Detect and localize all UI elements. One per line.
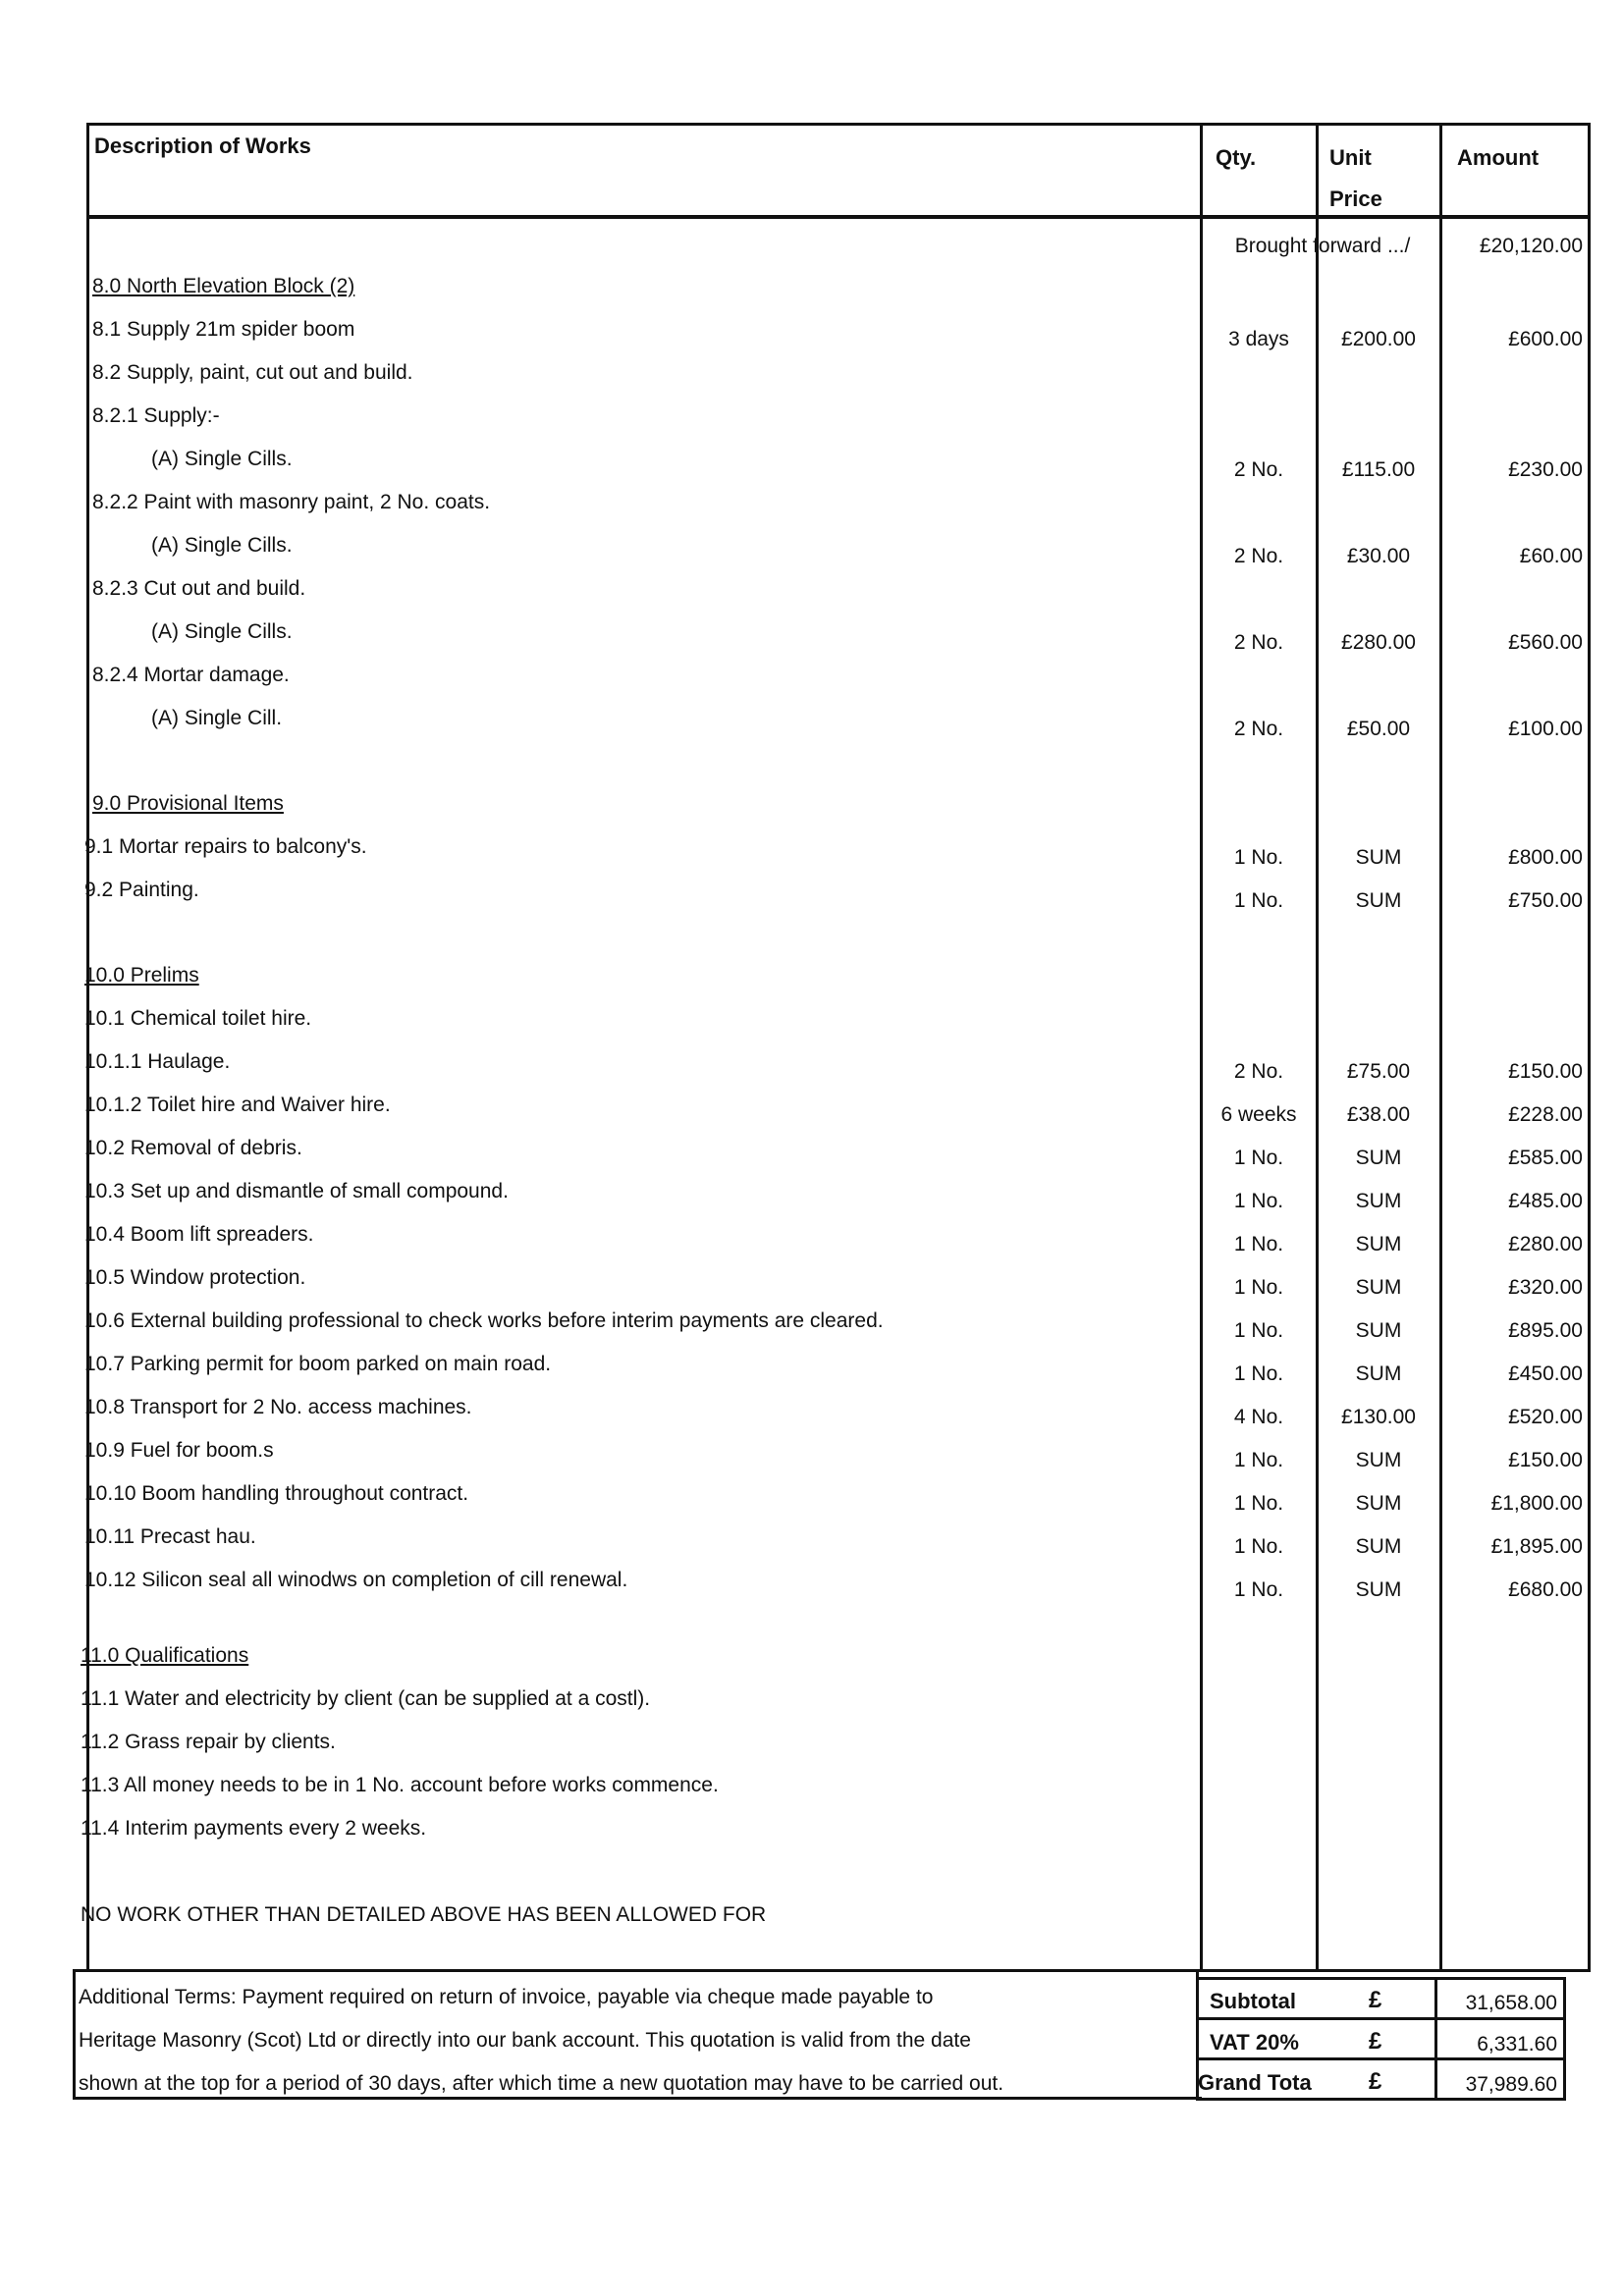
amount-column-divider	[1439, 123, 1442, 1970]
subtotal-currency: £	[1369, 1987, 1382, 2013]
item-qty: 1 No.	[1233, 1147, 1284, 1169]
terms-top-border	[73, 1969, 1591, 1972]
item-description: 10.12 Silicon seal all winodws on completion of cill renewal.	[84, 1569, 628, 1591]
item-description: (A) Single Cills.	[151, 448, 293, 470]
terms-bottom-border	[73, 2097, 1202, 2100]
item-description: 9.2 Painting.	[84, 879, 199, 901]
table-top-border	[86, 123, 1591, 126]
section-heading: 8.0 North Elevation Block (2)	[92, 275, 355, 297]
grand-total-currency: £	[1369, 2068, 1382, 2095]
item-qty: 3 days	[1228, 328, 1289, 350]
item-amount: £230.00	[1508, 458, 1583, 481]
item-description: 10.1.2 Toilet hire and Waiver hire.	[84, 1094, 391, 1116]
section-heading: 10.0 Prelims	[84, 964, 199, 987]
item-qty: 1 No.	[1233, 1319, 1284, 1342]
vat-amount: 6,331.60	[1477, 2033, 1557, 2056]
item-qty: 1 No.	[1233, 1362, 1284, 1385]
header-description: Description of Works	[94, 133, 311, 158]
item-description: 10.7 Parking permit for boom parked on main road.	[84, 1353, 552, 1375]
item-description: 10.10 Boom handling throughout contract.	[84, 1482, 469, 1505]
item-qty: 1 No.	[1233, 846, 1284, 869]
header-bottom-border	[86, 215, 1591, 219]
item-description: 10.4 Boom lift spreaders.	[84, 1223, 314, 1246]
unit-column-divider	[1316, 123, 1319, 1970]
item-description: 8.2.2 Paint with masonry paint, 2 No. coats.	[92, 491, 491, 513]
totals-row-line-2	[1196, 2017, 1566, 2020]
item-amount: £320.00	[1508, 1276, 1583, 1299]
section-heading: 11.0 Qualifications	[81, 1644, 249, 1667]
item-description: 10.1.1 Haulage.	[84, 1050, 231, 1073]
item-amount: £895.00	[1508, 1319, 1583, 1342]
item-unit-price: SUM	[1355, 1362, 1402, 1385]
terms-line-1: Additional Terms: Payment required on return of invoice, payable via cheque made payable to	[79, 1986, 934, 2008]
item-description: NO WORK OTHER THAN DETAILED ABOVE HAS BEEN ALLOWED FOR	[81, 1903, 767, 1926]
brought-forward-amount: £20,120.00	[1479, 235, 1583, 257]
item-description: 11.3 All money needs to be in 1 No. account before works commence.	[81, 1774, 719, 1796]
item-unit-price: £30.00	[1346, 545, 1411, 567]
item-qty: 2 No.	[1233, 1060, 1284, 1083]
item-amount: £150.00	[1508, 1060, 1583, 1083]
item-description: 10.1 Chemical toilet hire.	[84, 1007, 312, 1030]
item-qty: 1 No.	[1233, 1578, 1284, 1601]
grand-total-label: Grand Tota	[1198, 2070, 1312, 2095]
totals-row-line-1	[1196, 1977, 1566, 1980]
item-unit-price: SUM	[1355, 1578, 1402, 1601]
qty-column-divider	[1200, 123, 1203, 1970]
item-unit-price: £200.00	[1341, 328, 1416, 350]
item-qty: 2 No.	[1233, 718, 1284, 740]
terms-line-3: shown at the top for a period of 30 days, after which time a new quotation may have to be carried out.	[79, 2072, 1004, 2095]
terms-line-2: Heritage Masonry (Scot) Ltd or directly into our bank account. This quotation is valid from the date	[79, 2029, 971, 2052]
item-amount: £1,895.00	[1490, 1535, 1583, 1558]
item-description: 8.2.4 Mortar damage.	[92, 664, 290, 686]
header-amount: Amount	[1457, 145, 1540, 170]
item-amount: £450.00	[1508, 1362, 1583, 1385]
item-description: (A) Single Cill.	[151, 707, 283, 729]
header-qty: Qty.	[1216, 145, 1257, 170]
item-unit-price: £130.00	[1341, 1406, 1416, 1428]
item-qty: 6 weeks	[1220, 1103, 1297, 1126]
item-amount: £280.00	[1508, 1233, 1583, 1255]
item-unit-price: SUM	[1355, 1319, 1402, 1342]
item-description: 10.3 Set up and dismantle of small compound.	[84, 1180, 509, 1202]
item-description: 10.9 Fuel for boom.s	[84, 1439, 274, 1462]
item-description: 11.4 Interim payments every 2 weeks.	[81, 1817, 427, 1840]
item-qty: 2 No.	[1233, 545, 1284, 567]
item-amount: £680.00	[1508, 1578, 1583, 1601]
brought-forward-label: Brought forward .../	[1234, 235, 1411, 257]
item-description: 11.1 Water and electricity by client (can be supplied at a costl).	[81, 1687, 651, 1710]
item-description: 9.1 Mortar repairs to balcony's.	[84, 835, 367, 858]
item-amount: £750.00	[1508, 889, 1583, 912]
totals-row-line-3	[1196, 2057, 1566, 2060]
item-unit-price: SUM	[1355, 1492, 1402, 1515]
item-unit-price: £38.00	[1346, 1103, 1411, 1126]
item-amount: £585.00	[1508, 1147, 1583, 1169]
header-unit: Unit	[1329, 145, 1372, 170]
vat-label: VAT 20%	[1210, 2030, 1299, 2055]
item-amount: £800.00	[1508, 846, 1583, 869]
item-qty: 4 No.	[1233, 1406, 1284, 1428]
vat-currency: £	[1369, 2028, 1382, 2055]
item-unit-price: SUM	[1355, 1233, 1402, 1255]
totals-currency-divider	[1434, 1977, 1437, 2101]
item-qty: 1 No.	[1233, 1492, 1284, 1515]
item-description: 10.11 Precast hau.	[84, 1525, 256, 1548]
item-amount: £485.00	[1508, 1190, 1583, 1212]
item-qty: 1 No.	[1233, 1276, 1284, 1299]
item-unit-price: SUM	[1355, 1276, 1402, 1299]
item-description: 10.6 External building professional to check works before interim payments are cleared.	[84, 1309, 884, 1332]
item-unit-price: SUM	[1355, 1449, 1402, 1471]
item-description: 10.5 Window protection.	[84, 1266, 306, 1289]
item-unit-price: £280.00	[1341, 631, 1416, 654]
item-description: (A) Single Cills.	[151, 620, 293, 643]
item-description: 11.2 Grass repair by clients.	[81, 1731, 336, 1753]
item-qty: 1 No.	[1233, 1233, 1284, 1255]
item-description: (A) Single Cills.	[151, 534, 293, 557]
item-unit-price: £50.00	[1346, 718, 1411, 740]
item-unit-price: SUM	[1355, 889, 1402, 912]
item-description: 8.2 Supply, paint, cut out and build.	[92, 361, 413, 384]
section-heading: 9.0 Provisional Items	[92, 792, 284, 815]
item-amount: £520.00	[1508, 1406, 1583, 1428]
item-unit-price: £115.00	[1341, 458, 1416, 481]
item-description: 10.2 Removal of debris.	[84, 1137, 302, 1159]
item-qty: 1 No.	[1233, 1190, 1284, 1212]
item-amount: £60.00	[1519, 545, 1583, 567]
subtotal-amount: 31,658.00	[1465, 1992, 1557, 2014]
grand-total-amount: 37,989.60	[1465, 2073, 1557, 2096]
item-unit-price: SUM	[1355, 846, 1402, 869]
item-unit-price: SUM	[1355, 1535, 1402, 1558]
item-unit-price: £75.00	[1346, 1060, 1411, 1083]
totals-right-border	[1563, 1977, 1566, 2101]
item-amount: £150.00	[1508, 1449, 1583, 1471]
item-qty: 1 No.	[1233, 1449, 1284, 1471]
item-amount: £560.00	[1508, 631, 1583, 654]
item-amount: £228.00	[1508, 1103, 1583, 1126]
item-description: 10.8 Transport for 2 No. access machines.	[84, 1396, 472, 1418]
subtotal-label: Subtotal	[1210, 1989, 1296, 2013]
item-description: 8.2.1 Supply:-	[92, 404, 220, 427]
header-price: Price	[1329, 187, 1382, 211]
item-qty: 2 No.	[1233, 631, 1284, 654]
item-qty: 1 No.	[1233, 889, 1284, 912]
item-amount: £1,800.00	[1490, 1492, 1583, 1515]
table-right-border	[1588, 123, 1591, 1970]
item-unit-price: SUM	[1355, 1190, 1402, 1212]
totals-row-line-4	[1196, 2098, 1566, 2101]
item-description: 8.2.3 Cut out and build.	[92, 577, 306, 600]
terms-left-border	[73, 1969, 76, 2100]
item-unit-price: SUM	[1355, 1147, 1402, 1169]
item-qty: 1 No.	[1233, 1535, 1284, 1558]
item-description: 8.1 Supply 21m spider boom	[92, 318, 355, 341]
item-qty: 2 No.	[1233, 458, 1284, 481]
item-amount: £100.00	[1508, 718, 1583, 740]
item-amount: £600.00	[1508, 328, 1583, 350]
